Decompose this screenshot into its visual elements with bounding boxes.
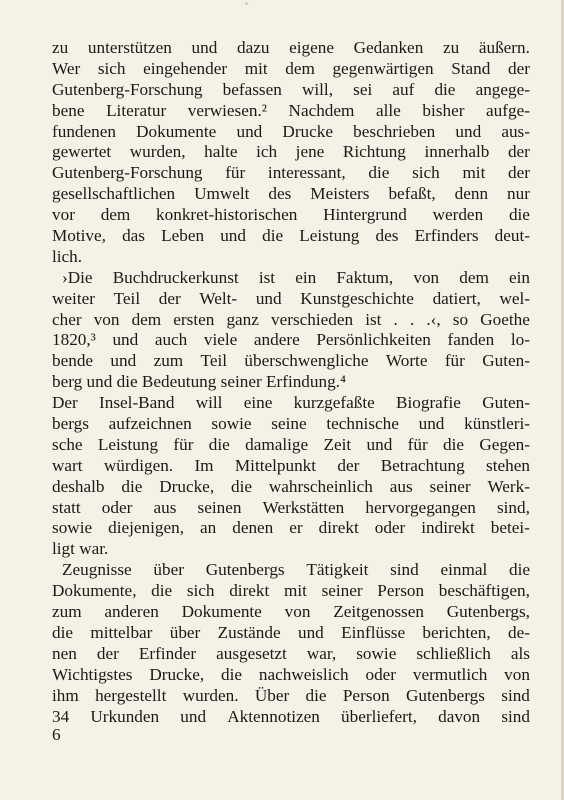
text-line: zum anderen Dokumente von Zeitgenossen Gutenbergs,	[52, 602, 530, 622]
text-line: fundenen Dokumente und Drucke beschrieben und aus-	[52, 121, 530, 141]
text-line: bene Literatur verwiesen.² Nachdem alle bisher aufge-	[52, 100, 530, 120]
text-line: berg und die Bedeutung seiner Erfindung.⁴	[52, 372, 346, 392]
text-line: Motive, das Leben und die Leistung des Erfinders deut-	[52, 226, 530, 246]
text-line: sche Leistung für die damalige Zeit und für die Gegen-	[52, 434, 530, 454]
text-line: ›Die Buchdruckerkunst ist ein Faktum, von dem ein	[62, 267, 530, 287]
text-line: gesellschaftlichen Umwelt des Meisters befaßt, denn nur	[52, 184, 530, 204]
text-line: Wichtigstes Drucke, die nachweislich oder vermutlich von	[52, 664, 530, 684]
text-line: 34 Urkunden und Aktennotizen überliefert, davon sind	[52, 706, 530, 726]
top-mark: ᵛ	[245, 1, 249, 11]
text-line: Gutenberg-Forschung für interessant, die sich mit der	[52, 163, 530, 183]
text-line: gewertet wurden, halte ich jene Richtung innerhalb der	[52, 142, 530, 162]
text-line: ligt war.	[52, 539, 109, 559]
text-line: bergs aufzeichnen sowie seine technische und künstleri-	[52, 414, 530, 434]
text-line: weiter Teil der Welt- und Kunstgeschichte datiert, wel-	[52, 288, 530, 308]
text-line: cher von dem ersten ganz verschieden ist . . .‹, so Goethe	[52, 309, 530, 329]
text-line: Gutenberg-Forschung befassen will, sei auf die angege-	[52, 79, 530, 99]
text-line: wart würdigen. Im Mittelpunkt der Betrachtung stehen	[52, 455, 530, 475]
text-line: deshalb die Drucke, die wahrscheinlich aus seiner Werk-	[52, 476, 530, 496]
text-line: Der Insel-Band will eine kurzgefaßte Biografie Guten-	[52, 393, 530, 413]
text-line: ihm hergestellt wurden. Über die Person Gutenbergs sind	[52, 685, 530, 705]
page-number: 6	[52, 725, 61, 744]
text-line: statt oder aus seinen Werkstätten hervorgegangen sind,	[52, 497, 530, 517]
text-line: sowie diejenigen, an denen er direkt oder indirekt betei-	[52, 518, 530, 538]
text-line: zu unterstützen und dazu eigene Gedanken zu äußern.	[52, 38, 530, 57]
text-line: Dokumente, die sich direkt mit seiner Person beschäftigen,	[52, 581, 530, 601]
body-text	[52, 38, 530, 727]
text-line: nen der Erfinder ausgesetzt war, sowie schließlich als	[52, 643, 530, 663]
text-line: Zeugnisse über Gutenbergs Tätigkeit sind einmal die	[62, 560, 530, 580]
text-line: 1820,³ und auch viele andere Persönlichkeiten fanden lo-	[52, 330, 530, 350]
text-line: die mittelbar über Zustände und Einflüsse berichten, de-	[52, 622, 530, 642]
text-line: vor dem konkret-historischen Hintergrund werden die	[52, 205, 530, 225]
text-line: bende und zum Teil überschwengliche Worte für Guten-	[52, 351, 530, 371]
text-line: lich.	[52, 246, 83, 266]
text-line: Wer sich eingehender mit dem gegenwärtigen Stand der	[52, 58, 530, 78]
